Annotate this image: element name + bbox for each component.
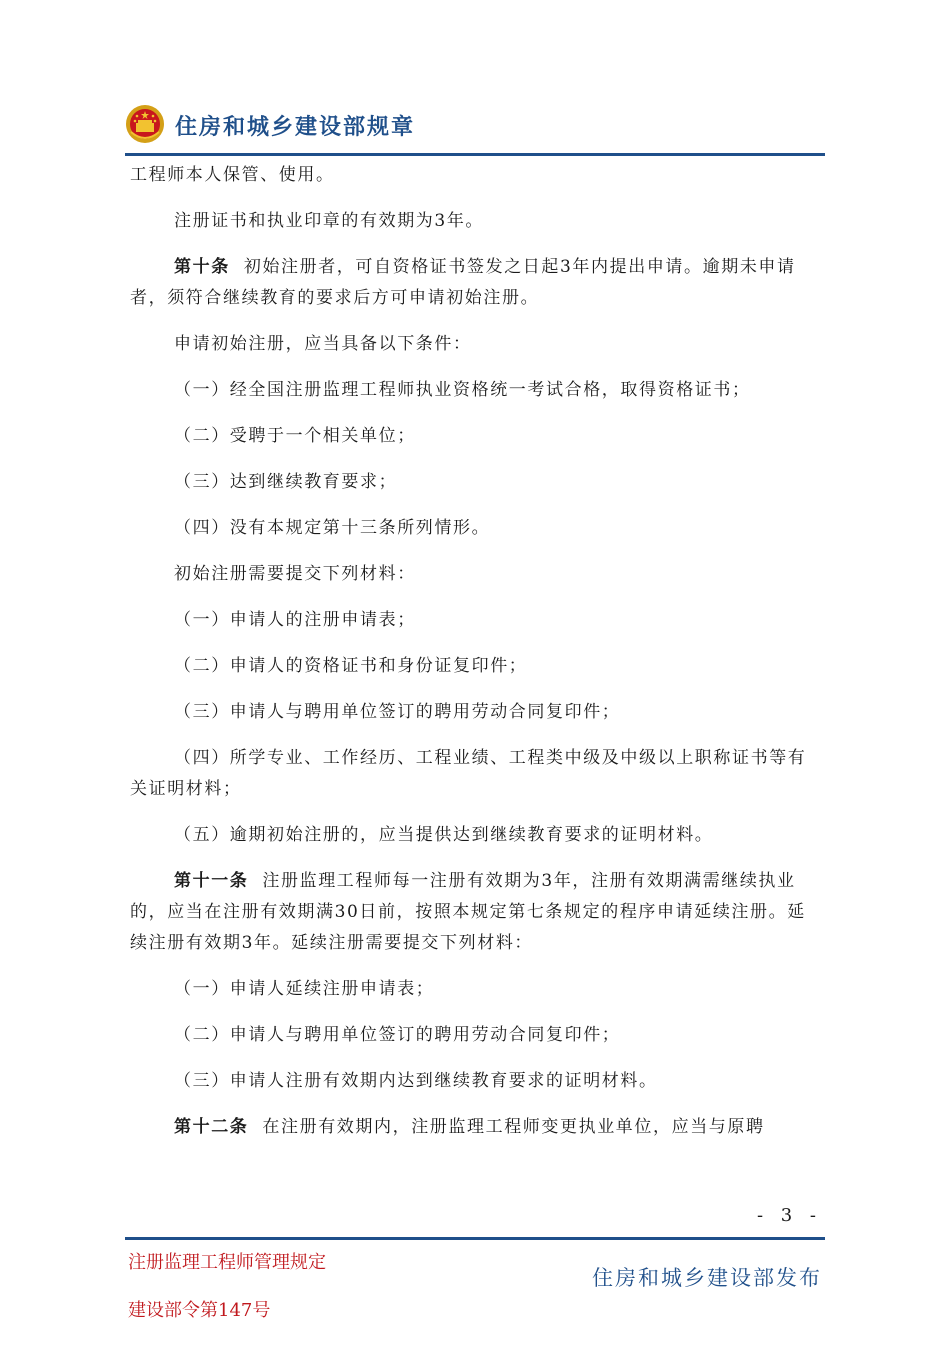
- paragraph-text: （三）申请人与聘用单位签订的聘用劳动合同复印件；: [174, 702, 621, 722]
- paragraph: [130, 605, 820, 636]
- paragraph: [130, 421, 820, 452]
- paragraph-text: （一）申请人延续注册申请表；: [174, 979, 435, 999]
- paragraph-text: 注册监理工程师每一注册有效期为3年，注册有效期满需继续执业的，应当在注册有效期满30日前，按照本规定第七条规定的程序申请延续注册。延续注册有效期3年。延续注册需要提交下列材料：: [130, 871, 806, 953]
- paragraph: [130, 866, 820, 959]
- paragraph: [130, 206, 820, 237]
- paragraph-text: （四）没有本规定第十三条所列情形。: [174, 518, 491, 538]
- article-number: 第十条: [174, 257, 230, 277]
- paragraph: [130, 820, 820, 851]
- document-body: [130, 160, 820, 1158]
- paragraph: [130, 559, 820, 590]
- publisher: 住房和城乡建设部发布: [592, 1266, 822, 1290]
- header-title: 住房和城乡建设部规章: [175, 115, 416, 140]
- page-number: - 3 -: [756, 1205, 822, 1226]
- national-emblem-icon: [125, 104, 165, 144]
- paragraph-text: （二）申请人与聘用单位签订的聘用劳动合同复印件；: [174, 1025, 621, 1045]
- paragraph-text: （三）达到继续教育要求；: [174, 472, 398, 492]
- paragraph: [130, 467, 820, 498]
- paragraph: [130, 1020, 820, 1051]
- paragraph: [130, 513, 820, 544]
- document-number: 建设部令第147号: [128, 1300, 271, 1321]
- page-header: [125, 100, 825, 158]
- article-number: 第十一条: [174, 871, 249, 891]
- paragraph: [130, 697, 820, 728]
- paragraph: [130, 252, 820, 314]
- paragraph: [130, 329, 820, 360]
- paragraph-text: （四）所学专业、工作经历、工程业绩、工程类中级及中级以上职称证书等有关证明材料；: [130, 748, 807, 799]
- paragraph: [130, 743, 820, 805]
- paragraph-text: （二）受聘于一个相关单位；: [174, 426, 416, 446]
- paragraph-text: （二）申请人的资格证书和身份证复印件；: [174, 656, 528, 676]
- paragraph: [130, 974, 820, 1005]
- paragraph-text: 申请初始注册，应当具备以下条件：: [174, 334, 472, 354]
- paragraph-text: 初始注册者，可自资格证书签发之日起3年内提出申请。逾期未申请者，须符合继续教育的要求后方可申请初始注册。: [130, 257, 796, 308]
- paragraph: [130, 375, 820, 406]
- header-divider: [125, 153, 825, 156]
- paragraph-text: （一）申请人的注册申请表；: [174, 610, 416, 630]
- paragraph-text: 初始注册需要提交下列材料：: [174, 564, 416, 584]
- paragraph: [130, 651, 820, 682]
- paragraph-text: 注册证书和执业印章的有效期为3年。: [174, 211, 485, 231]
- document-title: 注册监理工程师管理规定: [128, 1252, 326, 1273]
- paragraph-text: 工程师本人保管、使用。: [130, 165, 335, 185]
- paragraph: [130, 1066, 820, 1097]
- paragraph: [130, 1112, 820, 1143]
- article-number: 第十二条: [174, 1117, 249, 1137]
- paragraph-text: 在注册有效期内，注册监理工程师变更执业单位，应当与原聘: [262, 1117, 765, 1137]
- paragraph: [130, 160, 820, 191]
- footer-divider: [125, 1237, 825, 1240]
- paragraph-text: （五）逾期初始注册的，应当提供达到继续教育要求的证明材料。: [174, 825, 714, 845]
- paragraph-text: （一）经全国注册监理工程师执业资格统一考试合格，取得资格证书；: [174, 380, 751, 400]
- paragraph-text: （三）申请人注册有效期内达到继续教育要求的证明材料。: [174, 1071, 658, 1091]
